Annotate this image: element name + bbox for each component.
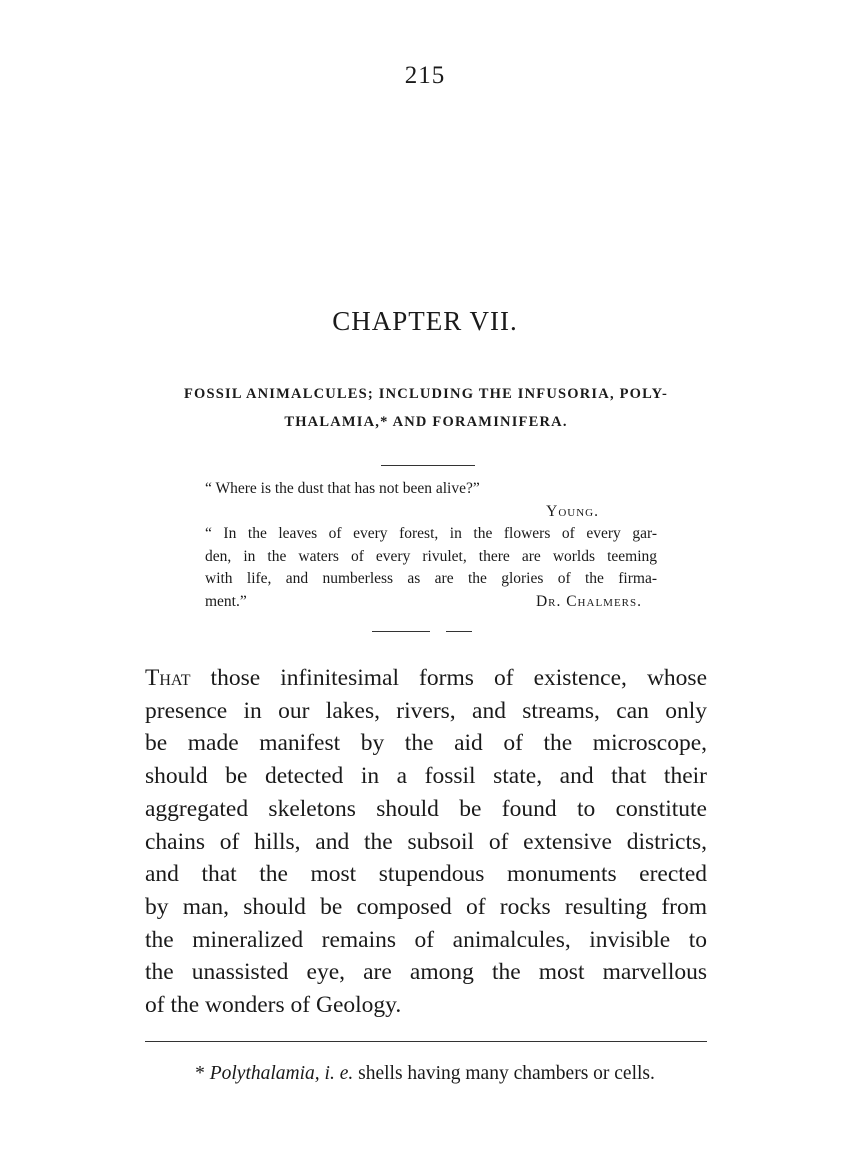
epigraph [205,478,657,613]
chapter-subtitle-line: THALAMIA,* AND FORAMINIFERA. [284,414,568,430]
epigraph-quote-line: with life, and numberless as are the glories of the firma- [205,570,657,587]
chapter-subtitle-line: FOSSIL ANIMALCULES; INCLUDING THE INFUSORIA, POLY- [183,386,669,402]
body-line: be made manifest by the aid of the microscope, [145,730,707,757]
epigraph-quote-line: “ In the leaves of every forest, in the flowers of every gar- [205,525,657,542]
body-line: chains of hills, and the subsoil of extensive districts, [145,828,707,855]
opening-word: That [145,665,191,691]
epigraph-quote-young: “ Where is the dust that has not been alive?” [205,480,480,497]
epigraph-quote-line: ment.” [205,592,247,610]
epigraph-bottom-rule [446,631,472,632]
epigraph-attribution-young: Young. [546,502,599,520]
body-line: aggregated skeletons should be found to constitute [145,795,707,822]
body-line-text: those infinitesimal forms of existence, whose [190,665,707,691]
body-line: and that the most stupendous monuments erected [145,861,707,888]
footnote-term: Polythalamia, [209,1063,320,1084]
footnote-text: shells having many chambers or cells. [353,1063,655,1084]
body-line [145,662,707,695]
footnote-rule [145,1041,707,1042]
footnote-marker: * [195,1063,205,1084]
epigraph-last-line [205,591,657,614]
chapter-title: CHAPTER VII. [332,306,518,336]
epigraph-quote-line: den, in the waters of every rivulet, there are worlds teeming [205,547,657,565]
body-paragraph [145,662,707,1022]
page-number: 215 [404,62,446,89]
body-line: presence in our lakes, rivers, and streams, can only [145,697,707,724]
epigraph-attribution-chalmers: Dr. Chalmers. [535,592,642,610]
body-line: the mineralized remains of animalcules, invisible to [145,926,707,953]
body-line: the unassisted eye, are among the most marvellous [145,959,707,986]
body-line: should be detected in a fossil state, and that their [145,763,707,790]
epigraph-bottom-rule [372,631,430,632]
footnote-abbrev: i. e. [324,1063,354,1084]
footnote [0,1063,850,1085]
chapter-subtitle [150,380,702,436]
body-line: of the wonders of Geology. [145,992,402,1019]
body-line: by man, should be composed of rocks resulting from [145,893,707,920]
epigraph-top-rule [381,465,475,466]
